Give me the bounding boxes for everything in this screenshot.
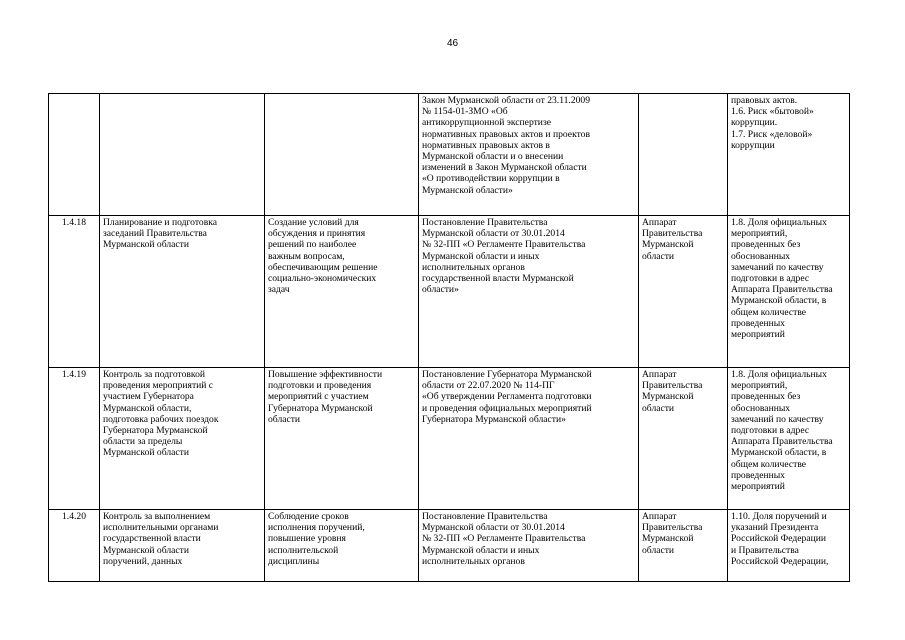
- page-number: 46: [446, 38, 459, 49]
- basis-cell: Постановление Губернатора Мурманской области от 22.07.2020 № 114-ПГ «Об утверждении Регламента подготовки и проведения официальных мероприятий Губернатора Мурманской области»: [419, 368, 639, 510]
- executor-cell: Аппарат Правительства Мурманской области: [639, 510, 728, 582]
- goal-cell: [265, 94, 419, 216]
- row-number: [49, 94, 100, 216]
- event-cell: Планирование и подготовка заседаний Правительства Мурманской области: [100, 216, 265, 368]
- executor-cell: Аппарат Правительства Мурманской области: [639, 216, 728, 368]
- event-cell: [100, 94, 265, 216]
- indicator-cell: 1.8. Доля официальных мероприятий, проведенных без обоснованных замечаний по качеству подготовки в адрес Аппарата Правительства Мурманской области, в общем количестве проведенных мероприятий: [728, 216, 850, 368]
- executor-cell: Аппарат Правительства Мурманской области: [639, 368, 728, 510]
- basis-cell: Постановление Правительства Мурманской области от 30.01.2014 № 32-ПП «О Регламенте Правительства Мурманской области и иных исполнительных органов: [419, 510, 639, 582]
- event-cell: Контроль за подготовкой проведения мероприятий с участием Губернатора Мурманской области, подготовка рабочих поездок Губернатора Мурманской области за пределы Мурманской области: [100, 368, 265, 510]
- indicator-cell: 1.8. Доля официальных мероприятий, проведенных без обоснованных замечаний по качеству подготовки в адрес Аппарата Правительства Мурманской области, в общем количестве проведенных мероприятий: [728, 368, 850, 510]
- goal-cell: Повышение эффективности подготовки и проведения мероприятий с участием Губернатора Мурманской области: [265, 368, 419, 510]
- row-number: 1.4.20: [49, 510, 100, 582]
- basis-cell: Постановление Правительства Мурманской области от 30.01.2014 № 32-ПП «О Регламенте Правительства Мурманской области и иных исполнительных органов государственной власти Мурманской области»: [419, 216, 639, 368]
- indicator-cell: правовых актов. 1.6. Риск «бытовой» коррупции. 1.7. Риск «деловой» коррупции: [728, 94, 850, 216]
- goal-cell: Создание условий для обсуждения и принятия решений по наиболее важным вопросам, обеспечивающим решение социально-экономических задач: [265, 216, 419, 368]
- indicator-cell: 1.10. Доля поручений и указаний Президента Российской Федерации и Правительства Российской Федерации,: [728, 510, 850, 582]
- table-row: [49, 510, 850, 582]
- basis-cell: Закон Мурманской области от 23.11.2009 № 1154-01-ЗМО «Об антикоррупционной экспертизе нормативных правовых актов и проектов нормативных правовых актов в Мурманской области и о внесении изменений в Закон Мурманской области «О противодействии коррупции в Мурманской области»: [419, 94, 639, 216]
- row-number: 1.4.18: [49, 216, 100, 368]
- row-number: 1.4.19: [49, 368, 100, 510]
- table-row: [49, 94, 850, 216]
- goal-cell: Соблюдение сроков исполнения поручений, повышение уровня исполнительской дисциплины: [265, 510, 419, 582]
- event-cell: Контроль за выполнением исполнительными органами государственной власти Мурманской области поручений, данных: [100, 510, 265, 582]
- measures-table: [48, 93, 850, 582]
- table-row: [49, 216, 850, 368]
- table-row: [49, 368, 850, 510]
- executor-cell: [639, 94, 728, 216]
